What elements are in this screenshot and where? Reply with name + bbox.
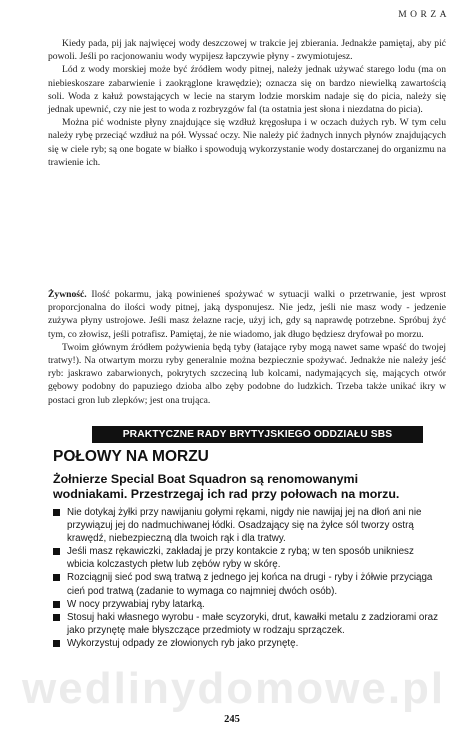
list-item: Rozciągnij sieć pod swą tratwą z jednego jej końca na drugi - ryby i żółwie przyciąga cień pod tratwą (zadanie to wymaga co najmniej dwóch osób). bbox=[53, 571, 438, 597]
square-bullet-icon bbox=[53, 614, 60, 621]
square-bullet-icon bbox=[53, 574, 60, 581]
list-item: Stosuj haki własnego wyrobu - małe scyzoryki, drut, kawałki metalu z zadziorami oraz jako przynętę małe błyszczące przedmioty w rodzaju sprzączek. bbox=[53, 611, 438, 637]
paragraph-rain: Kiedy pada, pij jak najwięcej wody deszczowej w trakcie jej zbierania. Jednakże pamiętaj, aby pić powoli. Jeśli po racjonowaniu wody wypijesz łapczywie płyny - zwymiotujesz. bbox=[48, 38, 446, 63]
paragraph-fish-safety: Twoim głównym źródłem pożywienia będą tyby (łatające ryby mogą nawet same wpaść do twojej tratwy!). Na otwartym morzu ryby generalnie można bezpiecznie spożywać. Jednakże nie należy jeść ryb: jaskrawo zabarwionych, pokrytych szczeciną lub kolcami, nadymających się, mających otwór gębowy podobny do papuziego dzioba albo zęby podobne do ludzkich. Trzeba także unikać ikry w postaci gron lub zlepków; jest ona trująca. bbox=[48, 341, 446, 406]
section-title: POŁOWY NA MORZU bbox=[53, 448, 209, 465]
watermark: wedlinydomowe.pl bbox=[22, 664, 446, 713]
square-bullet-icon bbox=[53, 640, 60, 647]
paragraph-sea-ice: Lód z wody morskiej może być źródłem wody pitnej, należy jednak używać starego lodu (ma on niebieskoszare zabarwienie i zaokrąglone krawędzie); oznacza się on bardzo niewielką zawartością soli. Woda z kałuż powstających w lecie na starym lodzie morskim nadaje się do picia, należy się jednak upewnić, czy nie jest to woda z rozbryzgów fal (ta ostatnia jest słona i niezdatna do picia). bbox=[48, 64, 446, 116]
paragraph-fish-fluids: Można pić wodniste płyny znajdujące się wzdłuż kręgosłupa i w oczach dużych ryb. W tym celu należy rybę przeciąć wzdłuż na pół. Wyssać oczy. Nie należy pić żadnych innych płynów znajdujących się w ciele ryb; są one bogate w białko i spowodują wykorzystanie wody dostarczanej do organizmu na trawienie ich. bbox=[48, 117, 446, 168]
food-heading: Żywność. bbox=[48, 289, 87, 300]
list-item: Jeśli masz rękawiczki, zakładaj je przy kontakcie z rybą; w ten sposób unikniesz wbicia kolczastych płetw lub zębów ryby w skórę. bbox=[53, 545, 438, 571]
paragraph-food bbox=[48, 288, 446, 341]
list-item: Nie dotykaj żyłki przy nawijaniu gołymi rękami, nigdy nie nawijaj jej na dłoń ani nie przywiązuj jej do nadmuchiwanej łódki. Osadzający się na żyłce sól tworzy ostrą krawędź, niebezpieczną dla twoich rąk i dla tratwy. bbox=[53, 506, 438, 545]
square-bullet-icon bbox=[53, 548, 60, 555]
food-section bbox=[48, 288, 446, 407]
food-paragraph-text: Ilość pokarmu, jaką powinieneś spożywać w sytuacji walki o przetrwanie, jest wprost proporcjonalna do ilości wody pitnej, jaką dysponujesz. Nie jedz, jeśli nie masz wody - jedzenie zużywa płyny ustrojowe. Jeśli masz żelazne racje, użyj ich, gdy są naprawdę potrzebne. Spróbuj żyć tym, co złowisz, jeśli potrafisz. Pamiętaj, że nie wiadomo, jak długo będziesz dryfował po morzu. bbox=[48, 289, 446, 340]
list-item: W nocy przywabiaj ryby latarką. bbox=[53, 598, 438, 611]
tips-list bbox=[53, 506, 438, 650]
section-lead: Żołnierze Special Boat Squadron są renomowanymi wodniakami. Przestrzegaj ich rad przy połowach na morzu. bbox=[53, 472, 400, 501]
page-number: 245 bbox=[224, 714, 240, 725]
water-section bbox=[48, 37, 446, 169]
list-item: Wykorzystuj odpady ze złowionych ryb jako przynętę. bbox=[53, 637, 438, 650]
sbs-banner: PRAKTYCZNE RADY BRYTYJSKIEGO ODDZIAŁU SBS bbox=[92, 426, 423, 443]
running-head: MORZA bbox=[398, 10, 450, 20]
square-bullet-icon bbox=[53, 509, 60, 516]
square-bullet-icon bbox=[53, 601, 60, 608]
